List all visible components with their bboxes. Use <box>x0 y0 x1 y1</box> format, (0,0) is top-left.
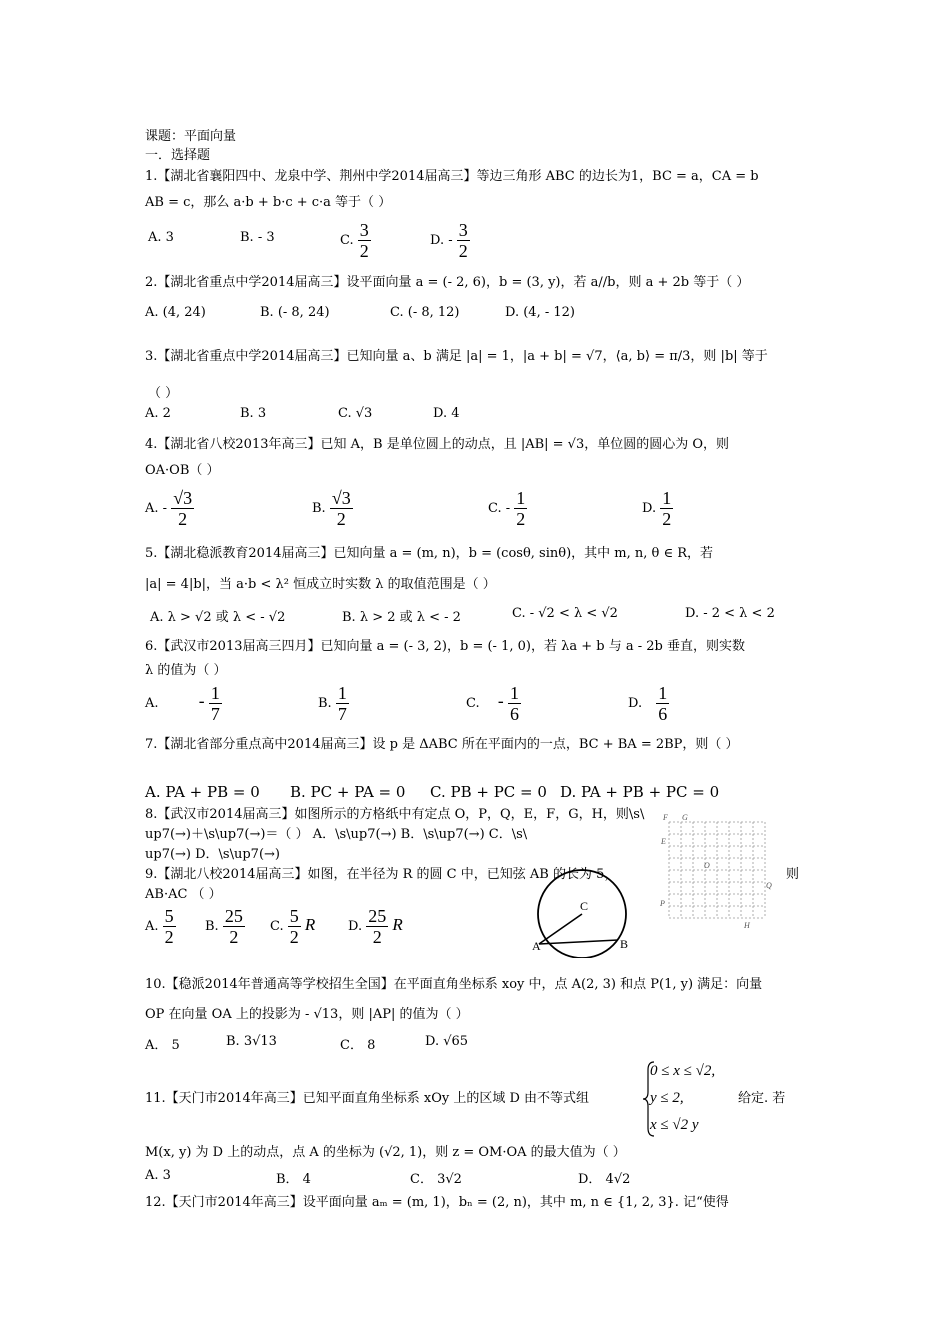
q8-line3: up7(→) D．\s\up7(→) <box>145 847 280 862</box>
fraction-numerator: √3 <box>173 488 193 508</box>
fraction-numerator: 25 <box>368 906 387 926</box>
q9-line2: AB·AC （ ） <box>145 887 222 902</box>
q7-line1: 7.【湖北省部分重点高中2014届高三】设 p 是 ΔABC 所在平面内的一点，BC + BA = 2BP，则（ ） <box>145 737 739 752</box>
q7-option-a: A. PA + PB = 0 <box>145 783 260 801</box>
q9-option-c <box>270 906 315 947</box>
q6-option-b-label: B. <box>318 696 332 711</box>
fraction-denominator: 6 <box>658 704 668 724</box>
fraction-denominator: 2 <box>178 509 188 529</box>
q6-line1: 6.【武汉市2013届高三四月】已知向量 a = (- 3, 2)，b = (- 1, 0)，若 λa + b 与 a - 2b 垂直，则实数 <box>145 639 745 654</box>
fraction-numerator: 3 <box>359 220 369 240</box>
fraction-numerator: 3 <box>458 220 468 240</box>
system-row-3: x ≤ √2 y <box>650 1117 699 1133</box>
circle-figure <box>530 868 635 958</box>
grid-label-q: Q <box>766 881 772 890</box>
q1-option-b: B. - 3 <box>240 230 275 245</box>
q1-option-c <box>340 220 371 261</box>
fraction-numerator: 1 <box>337 683 347 703</box>
q6-line2: λ 的值为（ ） <box>145 663 227 678</box>
q7-option-b: B. PC + PA = 0 <box>290 783 406 801</box>
fraction-denominator: 2 <box>458 241 468 261</box>
q11-option-a: A. 3 <box>145 1168 171 1183</box>
fraction-denominator: 7 <box>337 704 347 724</box>
system-row-2: y ≤ 2, <box>650 1090 684 1106</box>
minus-sign: - <box>198 691 205 712</box>
q7-option-c: C. PB + PC = 0 <box>430 783 547 801</box>
q4-option-d-label: D. <box>642 501 657 516</box>
q6-option-d-fraction <box>656 683 669 724</box>
q4-option-a <box>145 488 194 529</box>
q4-option-d-fraction <box>660 488 673 529</box>
q9-option-a-fraction <box>163 906 176 947</box>
q11-option-b: B． 4 <box>276 1172 311 1187</box>
q3-line1: 3.【湖北省重点中学2014届高三】已知向量 a、b 满足 |a| = 1，|a + b| = √7，⟨a, b⟩ = π/3，则 |b| 等于 <box>145 349 768 364</box>
q8-line2: up7(→)＋\s\up7(→)＝（ ） A．\s\up7(→) B．\s\up7(→) C．\s\ <box>145 827 528 842</box>
fraction-denominator: 6 <box>510 704 519 724</box>
q1-option-d-fraction <box>457 220 470 261</box>
q4-line2: OA·OB（ ） <box>145 463 220 478</box>
q10-option-d: D. √65 <box>425 1034 469 1049</box>
radius-symbol: R <box>392 915 403 934</box>
q3-line2: （ ） <box>148 386 179 401</box>
q6-option-d-label: D. <box>628 696 643 711</box>
q10-line1: 10.【稳派2014年普通高等学校招生全国】在平面直角坐标系 xoy 中，点 A(2, 3) 和点 P(1, y) 满足：向量 <box>145 977 763 992</box>
q11-option-c: C． 3√2 <box>410 1172 462 1187</box>
q6-option-c-label: C. <box>466 696 480 711</box>
q4-option-c <box>488 488 527 529</box>
q4-option-b-fraction <box>330 488 353 529</box>
circle-label-c: C <box>580 899 589 913</box>
q4-option-d <box>642 488 673 529</box>
q5-option-a: A. λ > √2 或 λ < - √2 <box>150 610 286 625</box>
q5-line2: |a| = 4|b|，当 a·b < λ² 恒成立时实数 λ 的取值范围是（ ） <box>145 577 496 592</box>
system-row-1: 0 ≤ x ≤ √2, <box>650 1063 716 1079</box>
q6-option-a-fraction <box>209 683 222 724</box>
fraction-denominator: 2 <box>336 509 346 529</box>
q6-option-b-fraction <box>336 683 349 724</box>
q9-option-a-label: A. <box>145 919 159 934</box>
q10-option-a: A． 5 <box>145 1038 180 1053</box>
q11-line2: M(x, y) 为 D 上的动点，点 A 的坐标为 (√2, 1)，则 z = OM·OA 的最大值为（ ） <box>145 1145 626 1160</box>
q1-option-d-label: D. - <box>430 233 453 248</box>
q6-option-d <box>628 683 669 724</box>
q9-option-b <box>205 906 245 947</box>
q11-option-d: D． 4√2 <box>578 1172 631 1187</box>
q9-line1: 9.【湖北八校2014届高三】如图，在半径为 R 的圆 C 中，已知弦 AB 的长为 5， <box>145 867 618 882</box>
fraction-numerator: 25 <box>224 906 243 926</box>
q4-option-a-label: A. - <box>145 501 168 516</box>
q2-option-d: D. (4, - 12) <box>505 305 575 320</box>
q7-option-d: D. PA + PB + PC = 0 <box>560 783 720 801</box>
q9-option-d <box>348 906 403 947</box>
circle-label-a: A <box>532 939 541 953</box>
section-heading: 一．选择题 <box>145 148 211 163</box>
grid-label-o: O <box>704 861 710 870</box>
q9-option-d-label: D. <box>348 919 363 934</box>
fraction-numerator: 1 <box>658 683 668 703</box>
q9-option-a <box>145 906 176 947</box>
grid-label-e: E <box>661 837 666 846</box>
grid-label-h: H <box>744 921 750 930</box>
q4-option-c-label: C. - <box>488 501 511 516</box>
q4-option-a-fraction <box>171 488 194 529</box>
fraction-numerator: √3 <box>331 488 351 508</box>
q2-option-a: A. (4, 24) <box>145 305 206 320</box>
minus-sign: - <box>497 691 504 712</box>
q6-option-a <box>145 683 222 724</box>
q12-line1: 12.【天门市2014年高三】设平面向量 aₘ = (m, 1)，bₙ = (2, n)，其中 m, n ∈ {1, 2, 3}. 记“使得 <box>145 1195 729 1210</box>
q9-option-d-fraction <box>366 906 388 947</box>
q9-option-b-fraction <box>223 906 245 947</box>
q8-line1: 8.【武汉市2014届高三】如图所示的方格纸中有定点 O，P，Q，E，F，G，H，则\s\ <box>145 807 645 822</box>
fraction-numerator: 1 <box>210 683 220 703</box>
q5-option-d: D. - 2 < λ < 2 <box>685 606 775 621</box>
q1-line2: AB = c，那么 a·b + b·c + c·a 等于（ ） <box>145 195 392 210</box>
q11-line1: 11.【天门市2014年高三】已知平面直角坐标系 xOy 上的区域 D 由不等式组 <box>145 1091 590 1106</box>
chord-ab <box>539 940 618 944</box>
q9-option-c-label: C. <box>270 919 284 934</box>
q3-option-b: B. 3 <box>240 406 267 421</box>
q1-option-c-label: C. <box>340 233 354 248</box>
q2-option-b: B. (- 8, 24) <box>260 305 330 320</box>
lesson-title: 课题：平面向量 <box>145 129 237 144</box>
q6-option-b <box>318 683 349 724</box>
q5-option-c: C. - √2 < λ < √2 <box>512 606 618 621</box>
q6-option-c-fraction <box>508 683 521 724</box>
q2-line1: 2.【湖北省重点中学2014届高三】设平面向量 a = (- 2, 6)，b = (3, y)，若 a//b，则 a + 2b 等于（ ） <box>145 275 750 290</box>
fraction-denominator: 2 <box>372 927 382 947</box>
fraction-numerator: 5 <box>289 906 299 926</box>
q2-option-c: C. (- 8, 12) <box>390 305 460 320</box>
fraction-numerator: 1 <box>510 683 519 703</box>
q9-option-c-fraction <box>288 906 301 947</box>
q6-option-a-label: A. <box>145 696 159 711</box>
fraction-numerator: 1 <box>516 488 526 508</box>
q11-line1-tail: 给定. 若 <box>738 1091 786 1106</box>
grid-figure <box>655 812 775 932</box>
q1-option-a: A. 3 <box>148 230 174 245</box>
fraction-numerator: 5 <box>164 906 174 926</box>
grid-label-p: P <box>660 899 665 908</box>
grid-label-f: F <box>663 813 668 822</box>
q10-option-c: C． 8 <box>340 1038 376 1053</box>
q1-option-d <box>430 220 470 261</box>
fraction-denominator: 2 <box>229 927 239 947</box>
q5-option-b: B. λ > 2 或 λ < - 2 <box>342 610 461 625</box>
q4-option-c-fraction <box>514 488 527 529</box>
q4-option-b-label: B. <box>312 501 326 516</box>
q9-line1-tail: 则 <box>786 867 800 882</box>
circle-label-b: B <box>620 937 629 951</box>
q1-option-c-fraction <box>358 220 371 261</box>
fraction-denominator: 2 <box>516 509 526 529</box>
fraction-numerator: 1 <box>662 488 672 508</box>
q1-line1: 1.【湖北省襄阳四中、龙泉中学、荆州中学2014届高三】等边三角形 ABC 的边长为1，BC = a，CA = b <box>145 169 759 184</box>
q3-option-c: C. √3 <box>338 406 373 421</box>
radius-symbol: R <box>304 915 316 934</box>
grid-label-g: G <box>682 813 688 822</box>
q3-option-a: A. 2 <box>145 406 171 421</box>
fraction-denominator: 2 <box>164 927 174 947</box>
q10-line2: OP 在向量 OA 上的投影为 - √13，则 |AP| 的值为（ ） <box>145 1007 469 1022</box>
fraction-denominator: 2 <box>359 241 369 261</box>
fraction-denominator: 2 <box>662 509 672 529</box>
q6-option-c <box>466 683 521 724</box>
q4-option-b <box>312 488 353 529</box>
fraction-denominator: 2 <box>289 927 299 947</box>
q5-line1: 5.【湖北稳派教育2014届高三】已知向量 a = (m, n)，b = (cosθ, sinθ)，其中 m, n, θ ∈ R，若 <box>145 546 714 561</box>
segment-ac <box>539 914 582 944</box>
q3-option-d: D. 4 <box>433 406 460 421</box>
q9-option-b-label: B. <box>205 919 219 934</box>
q4-line1: 4.【湖北省八校2013年高三】已知 A，B 是单位圆上的动点，且 |AB| = √3，单位圆的圆心为 O，则 <box>145 437 730 452</box>
q10-option-b: B. 3√13 <box>226 1034 277 1049</box>
fraction-denominator: 7 <box>210 704 220 724</box>
